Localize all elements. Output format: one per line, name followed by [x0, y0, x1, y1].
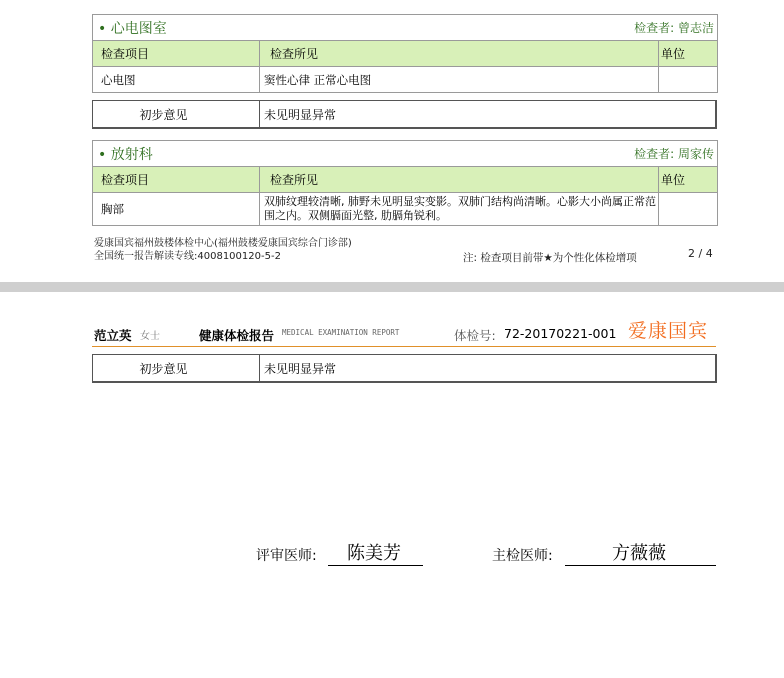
exam-number: 72-20170221-001 — [504, 326, 617, 341]
opinion-value: 未见明显异常 — [264, 107, 337, 122]
col-header-finding: 检查所见 — [260, 167, 659, 192]
opinion-value: 未见明显异常 — [264, 361, 337, 376]
exam-number-label: 体检号: — [454, 328, 496, 343]
ecg-checker: 检查者: 曾志洁 — [634, 21, 714, 35]
table-row — [93, 193, 717, 225]
page2-opinion-row — [92, 354, 717, 383]
table-row — [93, 67, 717, 93]
col-header-item: 检查项目 — [93, 41, 260, 66]
radiology-table-header — [93, 167, 717, 193]
chief-label: 主检医师: — [492, 548, 553, 564]
row-unit — [659, 193, 715, 225]
col-header-item: 检查项目 — [93, 167, 260, 192]
row-finding: 双肺纹理较清晰, 肺野未见明显实变影。双肺门结构尚清晰。心影大小尚属正常范围之内。双侧膈面光整, 肋膈角锐利。 — [260, 193, 659, 225]
row-item: 胸部 — [93, 193, 260, 225]
row-item: 心电图 — [93, 67, 260, 92]
brand-logo: 爱康国宾 — [628, 320, 709, 342]
footer-center-info — [94, 237, 352, 263]
opinion-label: 初步意见 — [93, 101, 260, 127]
ecg-section — [92, 14, 718, 93]
chief-signature-line — [565, 565, 716, 566]
report-header — [92, 312, 716, 347]
radiology-section — [92, 140, 718, 226]
chief-name: 方薇薇 — [612, 543, 666, 564]
page-divider — [0, 282, 784, 292]
patient-gender: 女士 — [140, 331, 160, 342]
footer-note: 注: 检查项目前带★为个性化体检增项 — [463, 252, 637, 264]
reviewer-signature-line — [328, 565, 423, 566]
ecg-section-title: • 心电图室 — [98, 20, 167, 37]
report-subtitle: MEDICAL EXAMINATION REPORT — [282, 328, 400, 337]
ecg-opinion-row — [92, 100, 717, 129]
row-unit — [659, 67, 715, 92]
row-finding: 窦性心律 正常心电图 — [260, 67, 659, 92]
footer-center-name: 爱康国宾福州鼓楼体检中心(福州鼓楼爱康国宾综合门诊部) — [94, 238, 352, 249]
col-header-unit: 单位 — [661, 46, 686, 61]
ecg-section-header — [93, 15, 717, 41]
patient-name: 范立英 — [94, 328, 132, 343]
radiology-section-title: • 放射科 — [98, 146, 153, 163]
radiology-checker: 检查者: 周家传 — [634, 147, 714, 161]
ecg-table-header — [93, 41, 717, 67]
opinion-label: 初步意见 — [93, 355, 260, 381]
reviewer-label: 评审医师: — [256, 548, 317, 564]
footer-hotline: 全国统一报告解读专线:4008100120-5-2 — [94, 251, 281, 262]
page-number: 2 / 4 — [688, 247, 713, 260]
radiology-section-header — [93, 141, 717, 167]
reviewer-name: 陈美芳 — [347, 543, 401, 564]
col-header-finding: 检查所见 — [260, 41, 659, 66]
col-header-unit: 单位 — [661, 172, 686, 187]
report-title: 健康体检报告 — [199, 328, 275, 343]
